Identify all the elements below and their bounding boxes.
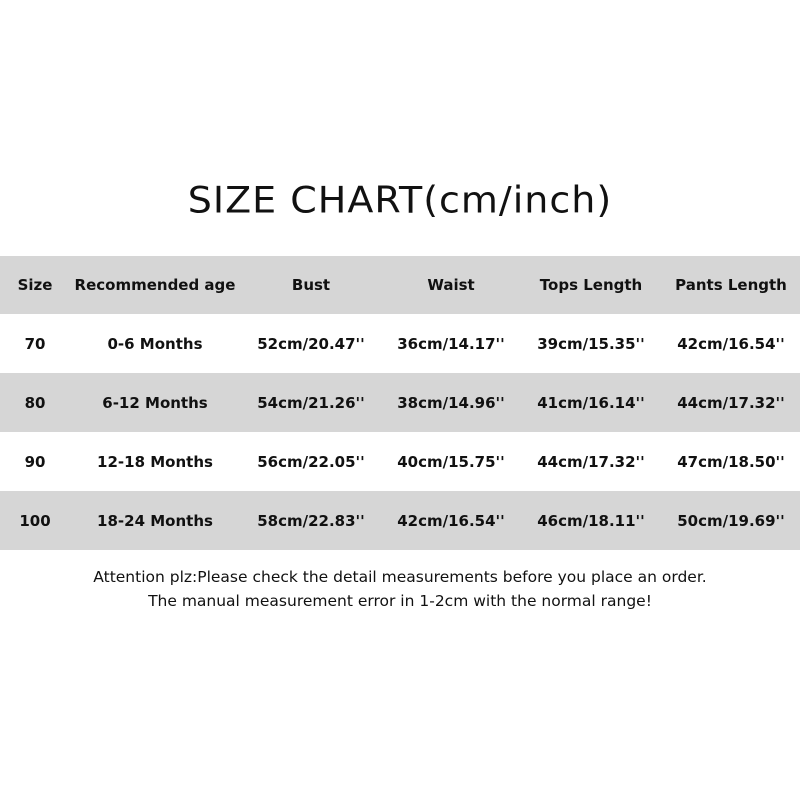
header-waist: Waist bbox=[427, 276, 475, 294]
cell-recommended-age: 6-12 Months bbox=[102, 393, 208, 412]
cell-tops-length: 44cm/17.32'' bbox=[537, 452, 645, 471]
cell-waist: 40cm/15.75'' bbox=[397, 452, 505, 471]
header-pants-length: Pants Length bbox=[675, 276, 787, 294]
cell-size: 90 bbox=[24, 452, 46, 471]
table-row bbox=[0, 491, 800, 550]
header-size: Size bbox=[17, 276, 53, 294]
cell-pants-length: 42cm/16.54'' bbox=[677, 334, 785, 353]
cell-recommended-age: 0-6 Months bbox=[107, 334, 203, 353]
cell-pants-length: 50cm/19.69'' bbox=[677, 511, 785, 530]
table-row bbox=[0, 432, 800, 491]
cell-pants-length: 44cm/17.32'' bbox=[677, 393, 785, 412]
cell-waist: 36cm/14.17'' bbox=[397, 334, 505, 353]
table-header-row bbox=[0, 256, 800, 314]
cell-recommended-age: 12-18 Months bbox=[97, 452, 213, 471]
cell-bust: 52cm/20.47'' bbox=[257, 334, 365, 353]
size-chart-table bbox=[0, 256, 800, 550]
table-row bbox=[0, 373, 800, 432]
header-tops-length: Tops Length bbox=[539, 276, 643, 294]
cell-bust: 56cm/22.05'' bbox=[257, 452, 365, 471]
cell-bust: 58cm/22.83'' bbox=[257, 511, 365, 530]
cell-bust: 54cm/21.26'' bbox=[257, 393, 365, 412]
cell-pants-length: 47cm/18.50'' bbox=[677, 452, 785, 471]
cell-waist: 38cm/14.96'' bbox=[397, 393, 505, 412]
cell-size: 100 bbox=[19, 511, 51, 530]
measurement-error-note: The manual measurement error in 1-2cm with the normal range! bbox=[148, 592, 652, 610]
table-row bbox=[0, 314, 800, 373]
cell-size: 70 bbox=[24, 334, 46, 353]
header-bust: Bust bbox=[291, 276, 331, 294]
cell-tops-length: 41cm/16.14'' bbox=[537, 393, 645, 412]
cell-tops-length: 39cm/15.35'' bbox=[537, 334, 645, 353]
header-recommended-age: Recommended age bbox=[74, 276, 236, 294]
cell-tops-length: 46cm/18.11'' bbox=[537, 511, 645, 530]
attention-note: Attention plz:Please check the detail measurements before you place an order. bbox=[93, 568, 707, 586]
cell-recommended-age: 18-24 Months bbox=[97, 511, 213, 530]
cell-waist: 42cm/16.54'' bbox=[397, 511, 505, 530]
cell-size: 80 bbox=[24, 393, 46, 412]
page-title: SIZE CHART(cm/inch) bbox=[187, 179, 613, 221]
